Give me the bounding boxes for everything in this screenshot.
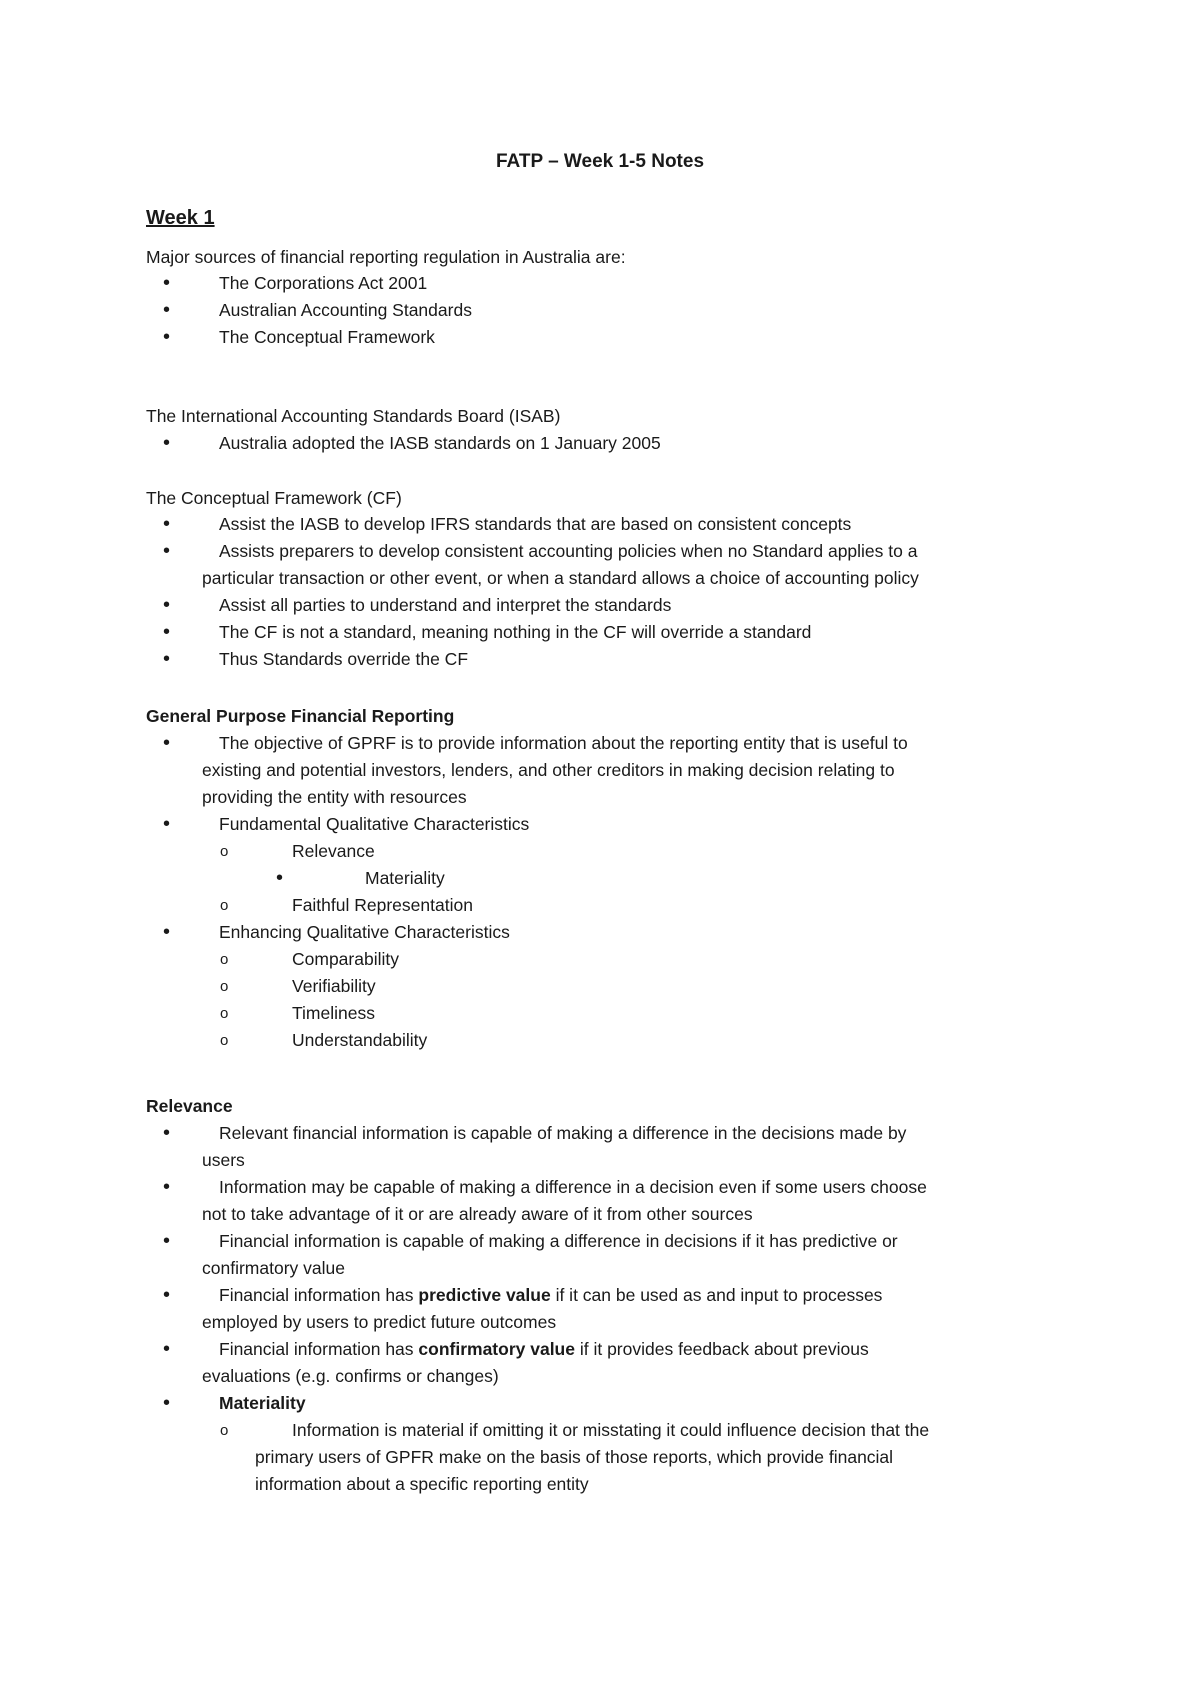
bullet-icon: • <box>163 1122 171 1144</box>
list-item: • The Corporations Act 2001 <box>0 270 1200 297</box>
circle-bullet-icon: o <box>220 843 229 860</box>
iasb-list <box>0 430 1200 457</box>
bullet-icon: • <box>163 432 171 454</box>
bullet-icon: • <box>163 299 171 321</box>
gprf-heading: General Purpose Financial Reporting <box>146 706 455 726</box>
cf-heading: The Conceptual Framework (CF) <box>146 488 402 508</box>
list-item: • Information may be capable of making a difference in a decision even if some users choose not to take advantage of it or are already aware of it from other sources <box>163 1176 927 1224</box>
bullet-icon: • <box>163 732 171 754</box>
bullet-icon: • <box>163 648 171 670</box>
document-title: FATP – Week 1-5 Notes <box>495 151 705 172</box>
list-item: o Information is material if omitting it or misstating it could influence decision that the primary users of GPFR make on the basis of those reports, which provide financial information about a specific reporting entity <box>0 1417 1200 1498</box>
list-item: • Enhancing Qualitative Characteristics <box>0 919 1200 946</box>
bullet-icon: • <box>163 594 171 616</box>
list-item: o Comparability <box>0 946 1200 973</box>
bullet-icon: • <box>163 1338 171 1360</box>
circle-bullet-icon: o <box>220 1422 229 1439</box>
circle-bullet-icon: o <box>220 897 229 914</box>
bullet-icon: • <box>163 1284 171 1306</box>
bullet-icon: • <box>163 621 171 643</box>
list-item: o Faithful Representation <box>0 892 1200 919</box>
relevance-heading: Relevance <box>146 1096 233 1116</box>
list-item: • Assists preparers to develop consistent accounting policies when no Standard applies to a particular transaction or other event, or when a standard allows a choice of accounting policy <box>163 540 919 588</box>
circle-bullet-icon: o <box>220 1032 229 1049</box>
bullet-icon: • <box>163 1230 171 1252</box>
list-item: o Verifiability <box>0 973 1200 1000</box>
circle-bullet-icon: o <box>220 951 229 968</box>
cf-list <box>0 511 1200 673</box>
iasb-heading: The International Accounting Standards Board (ISAB) <box>146 406 561 426</box>
predictive-value-term: predictive value <box>418 1285 551 1305</box>
list-item: • Financial information has predictive value if it can be used as and input to processes employed by users to predict future outcomes <box>163 1284 883 1332</box>
bullet-icon: • <box>163 813 171 835</box>
relevance-list <box>0 1120 1200 1498</box>
list-item: • Relevant financial information is capable of making a difference in the decisions made by users <box>163 1122 907 1170</box>
list-item: • Assist the IASB to develop IFRS standards that are based on consistent concepts <box>0 511 1200 538</box>
bullet-icon: • <box>163 921 171 943</box>
confirmatory-value-term: confirmatory value <box>418 1339 575 1359</box>
list-item: • Assist all parties to understand and interpret the standards <box>0 592 1200 619</box>
list-item: o Timeliness <box>0 1000 1200 1027</box>
list-item: • Australia adopted the IASB standards on 1 January 2005 <box>0 430 1200 457</box>
list-item: • Financial information has confirmatory value if it provides feedback about previous evaluations (e.g. confirms or changes) <box>163 1338 869 1386</box>
bullet-icon: • <box>163 272 171 294</box>
bullet-icon: • <box>163 1392 171 1414</box>
circle-bullet-icon: o <box>220 978 229 995</box>
list-item: • The CF is not a standard, meaning nothing in the CF will override a standard <box>0 619 1200 646</box>
gprf-list <box>0 730 1200 1054</box>
bullet-icon: • <box>163 513 171 535</box>
list-item: • Materiality <box>0 1390 1200 1417</box>
list-item: • Fundamental Qualitative Characteristics <box>0 811 1200 838</box>
circle-bullet-icon: o <box>220 1005 229 1022</box>
week-1-heading: Week 1 <box>146 207 215 229</box>
list-item: • Thus Standards override the CF <box>0 646 1200 673</box>
list-item: • The Conceptual Framework <box>0 324 1200 351</box>
sources-list <box>0 270 1200 351</box>
bullet-icon: • <box>163 1176 171 1198</box>
list-item: • Australian Accounting Standards <box>0 297 1200 324</box>
bullet-icon: • <box>276 867 284 889</box>
list-item: o Understandability <box>0 1027 1200 1054</box>
sources-intro: Major sources of financial reporting regulation in Australia are: <box>146 247 626 267</box>
bullet-icon: • <box>163 540 171 562</box>
list-item: • Materiality <box>0 865 1200 892</box>
list-item: o Relevance <box>0 838 1200 865</box>
list-item: • Financial information is capable of making a difference in decisions if it has predictive or confirmatory value <box>163 1230 898 1278</box>
bullet-icon: • <box>163 326 171 348</box>
list-item: • The objective of GPRF is to provide information about the reporting entity that is useful to existing and potential investors, lenders, and other creditors in making decision relating to providing the entity with resources <box>163 732 908 807</box>
